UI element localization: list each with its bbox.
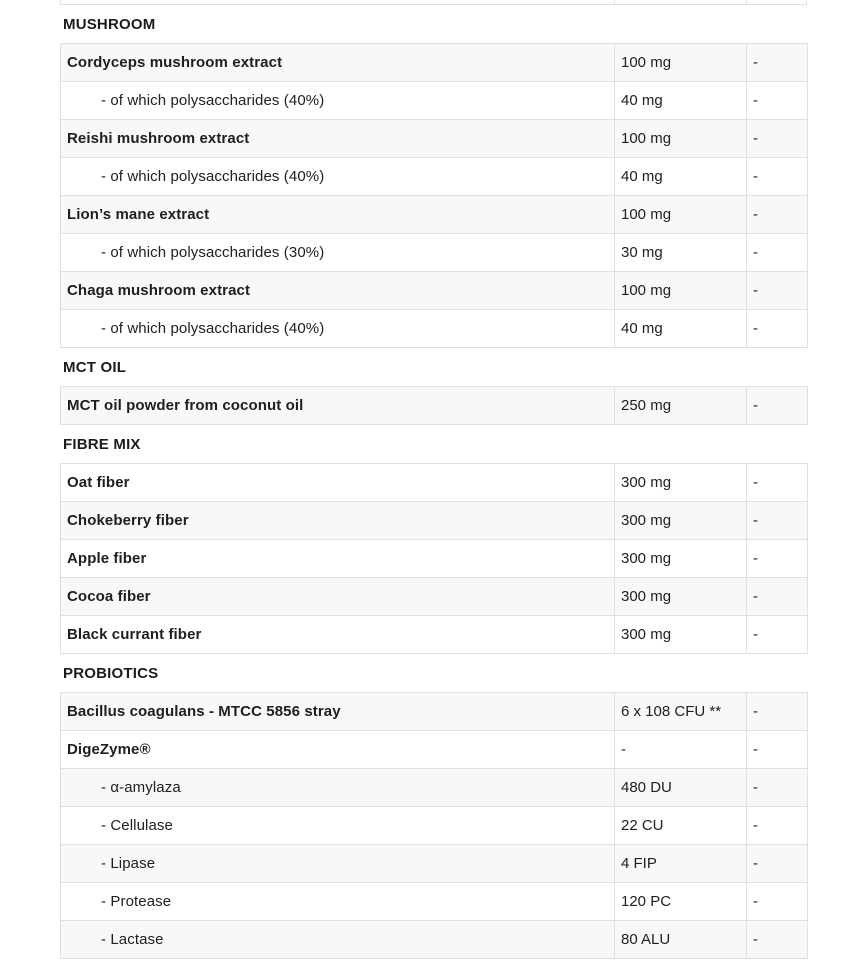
ingredient-cell: Bacillus coagulans - MTCC 5856 stray [61,693,615,731]
amount-cell: 40 mg [615,158,747,196]
ingredient-cell: - of which polysaccharides (30%) [61,234,615,272]
ri-cell: - [747,731,808,769]
table-row [61,158,808,196]
table-row [61,196,808,234]
ingredient-section [0,348,864,425]
ingredient-cell: Oat fiber [61,464,615,502]
ingredient-cell: Chokeberry fiber [61,502,615,540]
ri-cell: - [747,807,808,845]
amount-cell: 480 DU [615,769,747,807]
ingredient-section [0,425,864,654]
ingredients-table [60,386,808,425]
table-body [61,387,808,425]
ri-cell: - [747,82,808,120]
table-row [61,921,808,959]
previous-table-row-fragment [60,0,807,5]
section-title: FIBRE MIX [63,435,141,453]
ingredient-cell: - of which polysaccharides (40%) [61,82,615,120]
ingredient-cell: DigeZyme® [61,731,615,769]
table-row [61,44,808,82]
ingredients-table [60,43,808,348]
ingredient-cell: Cordyceps mushroom extract [61,44,615,82]
ri-cell: - [747,769,808,807]
amount-cell: 120 PC [615,883,747,921]
ri-cell: - [747,44,808,82]
ri-cell: - [747,464,808,502]
ingredient-sections [0,5,864,959]
ingredient-section [0,5,864,348]
column-divider [614,0,615,4]
ingredient-cell: MCT oil powder from coconut oil [61,387,615,425]
column-divider [746,0,747,4]
amount-cell: 100 mg [615,196,747,234]
amount-cell: 40 mg [615,82,747,120]
amount-cell: 250 mg [615,387,747,425]
ri-cell: - [747,693,808,731]
table-row [61,769,808,807]
ingredient-cell: Chaga mushroom extract [61,272,615,310]
amount-cell: 300 mg [615,616,747,654]
ri-cell: - [747,196,808,234]
table-row [61,387,808,425]
section-title: MUSHROOM [63,15,156,33]
amount-cell: 300 mg [615,578,747,616]
ingredient-cell: - Cellulase [61,807,615,845]
table-body [61,693,808,959]
table-row [61,883,808,921]
table-row [61,310,808,348]
ri-cell: - [747,845,808,883]
amount-cell: 80 ALU [615,921,747,959]
amount-cell: 100 mg [615,120,747,158]
ingredient-cell: - Lipase [61,845,615,883]
amount-cell: 100 mg [615,272,747,310]
amount-cell: 300 mg [615,502,747,540]
ingredient-cell: - of which polysaccharides (40%) [61,310,615,348]
table-row [61,845,808,883]
table-row [61,234,808,272]
amount-cell: 40 mg [615,310,747,348]
amount-cell: 300 mg [615,464,747,502]
table-row [61,120,808,158]
ingredient-cell: Cocoa fiber [61,578,615,616]
table-body [61,464,808,654]
table-row [61,731,808,769]
ingredients-table [60,692,808,959]
table-row [61,82,808,120]
ri-cell: - [747,310,808,348]
amount-cell: 100 mg [615,44,747,82]
ingredient-cell: Black currant fiber [61,616,615,654]
ingredient-cell: Reishi mushroom extract [61,120,615,158]
amount-cell: 6 x 108 CFU ** [615,693,747,731]
ingredient-cell: Apple fiber [61,540,615,578]
table-row [61,272,808,310]
table-row [61,578,808,616]
amount-cell: 300 mg [615,540,747,578]
table-row [61,540,808,578]
ri-cell: - [747,387,808,425]
ri-cell: - [747,120,808,158]
section-title: MCT OIL [63,358,127,376]
table-row [61,693,808,731]
ingredient-cell: - of which polysaccharides (40%) [61,158,615,196]
ri-cell: - [747,921,808,959]
ri-cell: - [747,616,808,654]
amount-cell: 30 mg [615,234,747,272]
table-row [61,502,808,540]
amount-cell: - [615,731,747,769]
ri-cell: - [747,883,808,921]
ingredient-cell: - Protease [61,883,615,921]
section-title: PROBIOTICS [63,664,159,682]
ingredient-cell: Lion’s mane extract [61,196,615,234]
ingredients-table [60,463,808,654]
ri-cell: - [747,502,808,540]
table-body [61,44,808,348]
amount-cell: 22 CU [615,807,747,845]
ri-cell: - [747,158,808,196]
ingredient-cell: - Lactase [61,921,615,959]
table-row [61,464,808,502]
ri-cell: - [747,540,808,578]
ingredient-section [0,654,864,959]
ri-cell: - [747,578,808,616]
ri-cell: - [747,234,808,272]
ingredient-cell: - α-amylaza [61,769,615,807]
ri-cell: - [747,272,808,310]
amount-cell: 4 FIP [615,845,747,883]
table-row [61,807,808,845]
table-row [61,616,808,654]
